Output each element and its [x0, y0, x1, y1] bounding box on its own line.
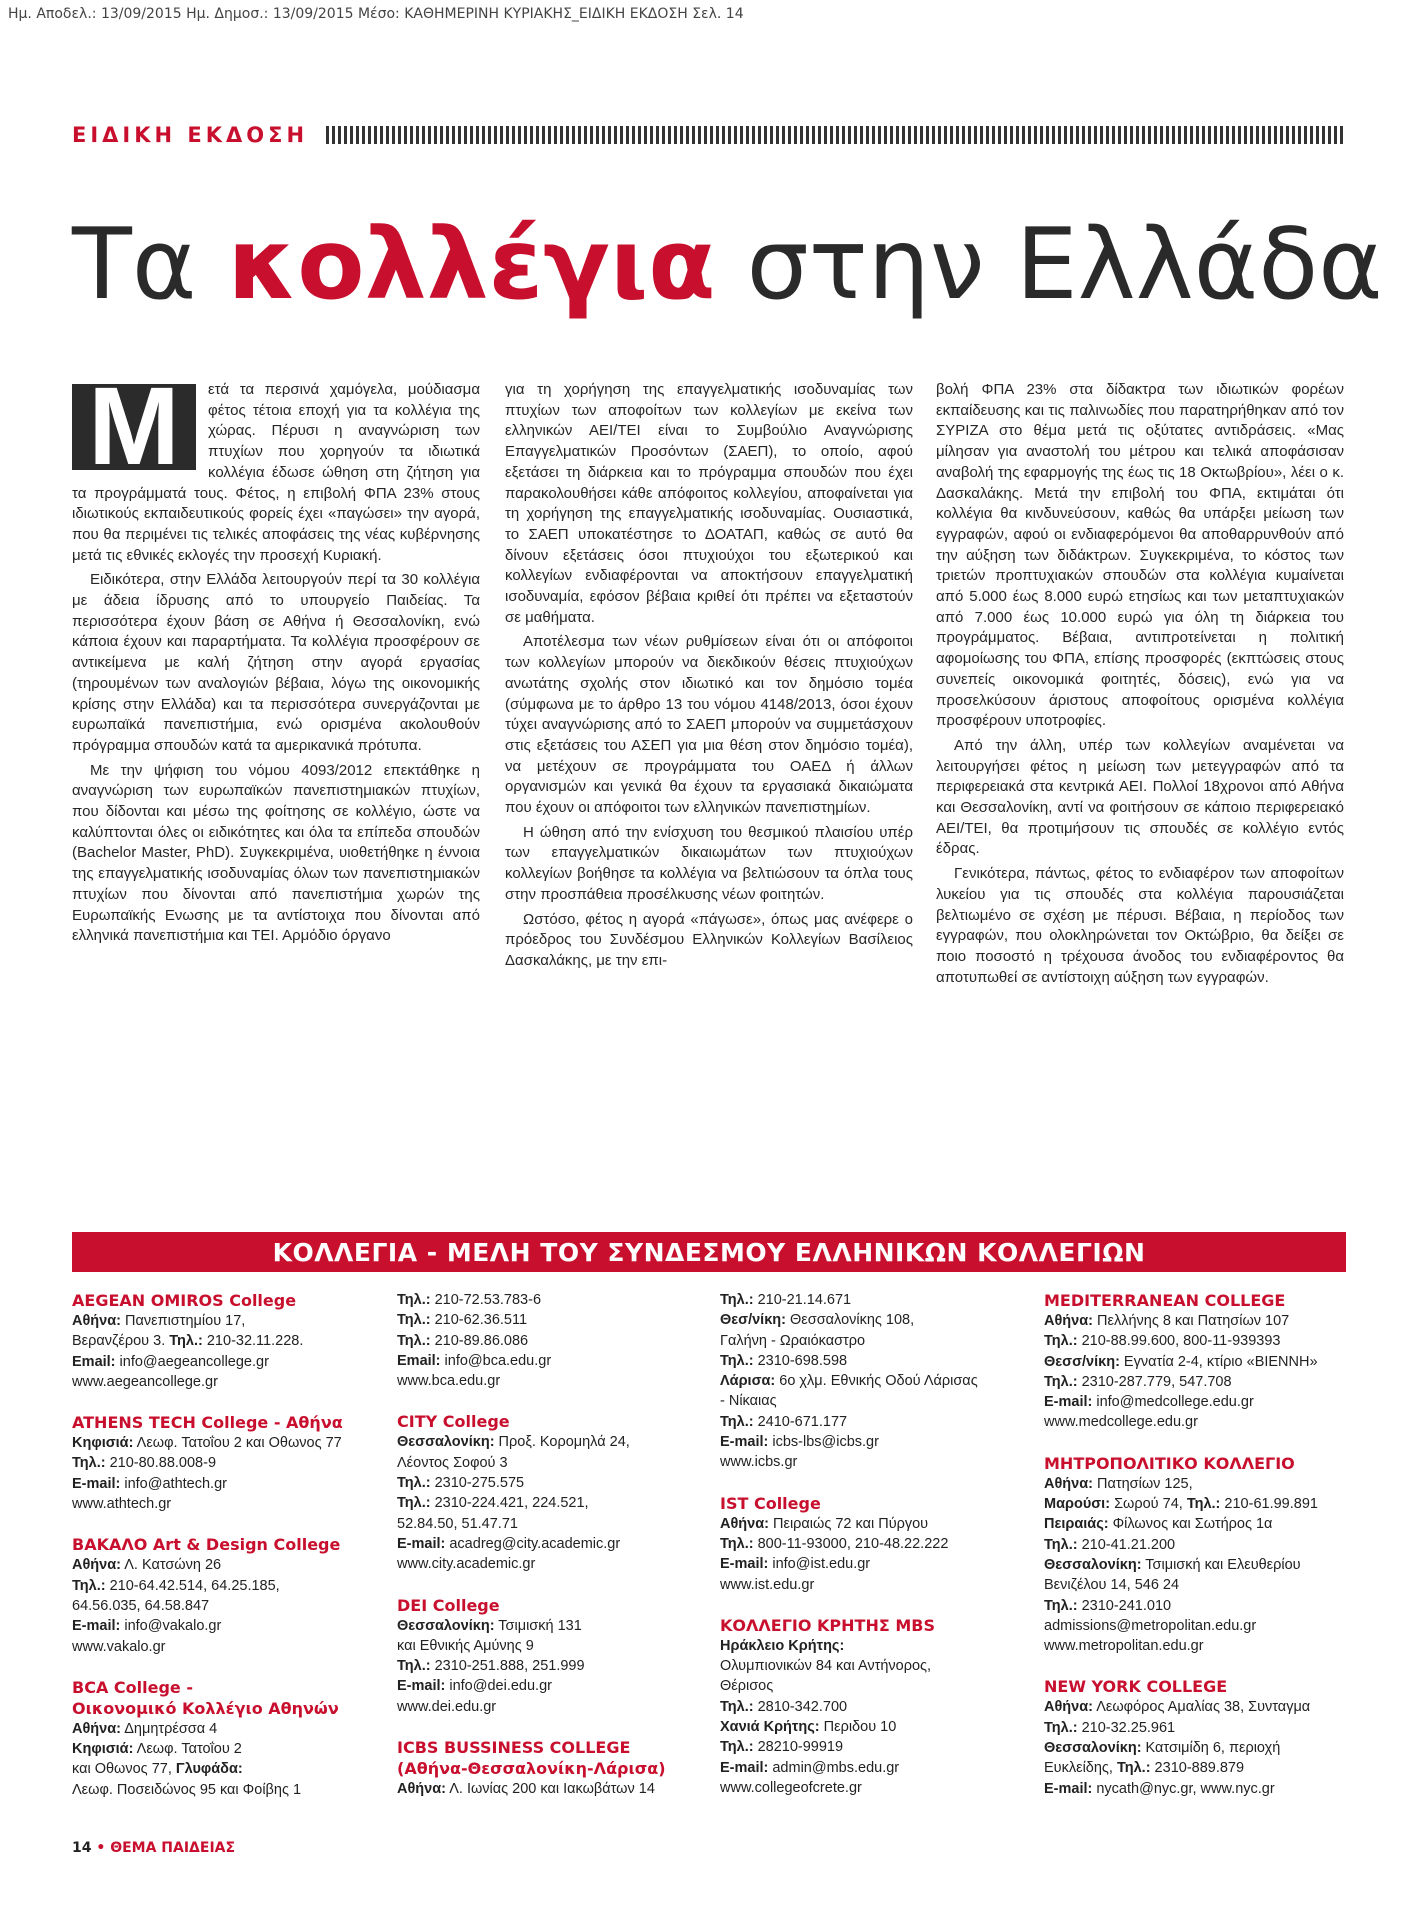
college-name: CITY College	[397, 1412, 510, 1432]
footer-separator: •	[91, 1840, 111, 1856]
article-paragraph: ετά τα περσινά χαμόγελα, μούδιασμα φέτος τέτοια εποχή για τα κολλέγια της χώρας. Πέρυσι η αναγνώριση των πτυχίων που χορηγούν τα ιδιωτικά κολλέγια έδωσε ώθηση στη ζήτηση για τα προγράμματά τους. Φέτος, η επιβολή ΦΠΑ 23% στους ιδιωτικούς εκπαιδευτικούς φορείς έχει «παγώσει» την αγορά, που θα περιμένει τις τελικές αποφάσεις της νέας κυβέρνησης μετά τις εθνικές εκλογές την προσεχή Κυριακή.	[72, 381, 480, 564]
contact-value: www.aegeancollege.gr	[72, 1373, 218, 1390]
article-paragraph: Η ώθηση από την ενίσχυση του θεσμικού πλαισίου υπέρ των επαγγελματικών δικαιωμάτων των πτυχιούχων κολλεγίων βοήθησε τα κολλέγια να βελτιώσουν τα όπλα τους στην προσπάθεια προσέλκυσης νέων φοιτητών.	[505, 823, 913, 903]
contact-line	[72, 1311, 372, 1331]
contact-label: E-mail:	[397, 1678, 446, 1695]
contact-inline	[169, 1333, 303, 1349]
contact-value: www.dei.edu.gr	[397, 1698, 497, 1715]
contact-value: acadreg@city.academic.gr	[445, 1535, 621, 1552]
contact-label: Τηλ.:	[397, 1292, 431, 1308]
contact-label: Τηλ.:	[72, 1455, 106, 1472]
contact-value: Τσιμισκή 131	[494, 1617, 582, 1634]
contact-value: 210-72.53.783-6	[430, 1292, 542, 1308]
article-paragraph: Από την άλλη, υπέρ των κολλεγίων αναμένεται να λειτουργήσει φέτος η μείωση των μετεγγραφών από τα περιφερειακά στα κεντρικά ΑΕΙ. Πολλοί 18χρονοι από Αθήνα και Θεσσαλονίκη, αντί να φοιτήσουν σε κάποιο περιφερειακό ΑΕΙ/ΤΕΙ, θα προτιμήσουν τις σπουδές σε κολλέγιο εντός έδρας.	[936, 736, 1344, 858]
contact-line	[1044, 1758, 1344, 1778]
contact-label: Τηλ.:	[1044, 1597, 1078, 1614]
contact-label: Χανιά Κρήτης:	[720, 1719, 820, 1736]
contact-line	[1044, 1575, 1344, 1595]
contact-value: Βενιζέλου 14, 546 24	[1044, 1577, 1180, 1594]
contact-label: Τηλ.:	[720, 1535, 754, 1552]
contact-value: Λεωφ. Τατοΐου 2	[133, 1741, 242, 1758]
contact-label: Τηλ.:	[720, 1413, 754, 1430]
contact-line	[72, 1433, 372, 1453]
college-entry	[72, 1534, 372, 1656]
contact-line	[397, 1534, 697, 1554]
contact-line	[397, 1493, 697, 1513]
contact-value: admissions@metropolitan.edu.gr	[1044, 1617, 1257, 1634]
contact-value: Βερανζέρου 3.	[72, 1333, 170, 1350]
contact-value: 2310-241.010	[1077, 1597, 1172, 1614]
college-entry	[397, 1595, 697, 1717]
contact-value: Λ. Κατσώνη 26	[120, 1557, 222, 1574]
college-name: DEI College	[397, 1595, 500, 1615]
contact-label: Μαρούσι:	[1044, 1496, 1111, 1513]
college-entry	[720, 1493, 1020, 1595]
contact-value: info@bca.edu.gr	[440, 1352, 552, 1369]
contact-line	[1044, 1535, 1344, 1555]
contact-value: 800-11-93000, 210-48.22.222	[753, 1535, 949, 1552]
contact-value: 2310-287.779, 547.708	[1077, 1373, 1232, 1390]
college-name: ΚΟΛΛΕΓΙΟ ΚΡΗΤΗΣ MBS	[720, 1615, 935, 1635]
contact-label: Τηλ.:	[397, 1312, 431, 1329]
contact-value: 2310-698.598	[753, 1352, 848, 1369]
page-number: 14	[72, 1840, 92, 1856]
contact-line	[397, 1616, 697, 1636]
contact-value: 210-64.42.514, 64.25.185,	[105, 1577, 280, 1594]
contact-line	[720, 1371, 1020, 1391]
contact-value: 2810-342.700	[753, 1698, 848, 1715]
contact-line	[1044, 1514, 1344, 1534]
contact-value: www.medcollege.edu.gr	[1044, 1414, 1198, 1431]
college-entry	[1044, 1453, 1344, 1657]
contact-label: Ηράκλειο Κρήτης:	[720, 1637, 845, 1654]
contact-value: Ευκλείδης,	[1044, 1760, 1117, 1777]
college-name: ΒΑΚΑΛΟ Art & Design College	[72, 1535, 341, 1555]
contact-value: Πανεπιστημίου 17,	[120, 1313, 246, 1329]
section-header	[72, 122, 1346, 148]
contact-line	[72, 1637, 372, 1657]
contact-value: Εγνατία 2-4, κτίριο «ΒΙΕΝΝΗ»	[1119, 1353, 1318, 1370]
contact-inline	[1117, 1760, 1244, 1776]
contact-line	[1044, 1392, 1344, 1412]
contact-value: 2410-671.177	[753, 1413, 848, 1430]
contact-line	[1044, 1718, 1344, 1738]
contact-value: Φίλωνος και Σωτήρος 1α	[1108, 1516, 1273, 1533]
contact-label: Τηλ.:	[397, 1658, 431, 1675]
section-decorative-bars	[326, 126, 1346, 144]
contact-line	[397, 1636, 697, 1656]
contact-line	[1044, 1616, 1344, 1636]
contact-line	[720, 1432, 1020, 1452]
contact-line	[397, 1432, 697, 1452]
contact-label: Τηλ.:	[169, 1333, 203, 1350]
contact-value: Τσιμισκή και Ελευθερίου	[1141, 1556, 1301, 1573]
contact-value: 210-80.88.008-9	[105, 1455, 217, 1472]
contact-label: Αθήνα:	[1044, 1475, 1093, 1492]
contact-line	[1044, 1555, 1344, 1575]
contact-label: Τηλ.:	[1044, 1373, 1078, 1390]
contact-line	[1044, 1779, 1344, 1799]
contact-label: Αθήνα:	[1044, 1699, 1093, 1716]
contact-label: Θεσ/νίκη:	[720, 1312, 786, 1329]
college-name-subtitle: (Αθήνα-Θεσσαλονίκη-Λάρισα)	[397, 1759, 666, 1779]
contact-line	[72, 1576, 372, 1596]
contact-line	[720, 1575, 1020, 1595]
contact-value: 210-21.14.671	[753, 1292, 852, 1308]
college-entry	[397, 1737, 697, 1799]
contact-line	[720, 1290, 1020, 1310]
college-entry	[397, 1290, 697, 1391]
contact-line	[720, 1331, 1020, 1351]
college-name: BCA College -	[72, 1677, 193, 1697]
contact-value: Κατσιμίδη 6, περιοχή	[1141, 1740, 1281, 1757]
contact-line	[72, 1352, 372, 1372]
contact-line	[1044, 1474, 1344, 1494]
contact-line	[720, 1310, 1020, 1330]
contact-line	[720, 1717, 1020, 1737]
contact-value: www.collegeofcrete.gr	[720, 1779, 862, 1796]
contact-value: και Εθνικής Αμύνης 9	[397, 1637, 534, 1654]
contact-value: Γαλήνη - Ωραιόκαστρο	[720, 1332, 866, 1349]
article-paragraph: Με την ψήφιση του νόμου 4093/2012 επεκτάθηκε η αναγνώριση των ευρωπαϊκών πανεπιστημιακών πτυχίων, που δίδονται και μέσω της φοίτησης σε κολλέγιο, ώστε να καλύπτονται όλες οι ειδικότητες και όλα τα επίπεδα σπουδών (Bachelor Master, PhD). Συγκεκριμένα, υιοθετήθηκε η έννοια της επαγγελματικής ισοδυναμίας όλων των πανεπιστημιακών πτυχίων που δίνονται από πανεπιστήμια χωρών της Ευρωπαϊκής Ενωσης με τα αντίστοιχα που δίνονται από ελληνικά πανεπιστήμια και ΤΕΙ. Αρμόδιο όργανο	[72, 761, 480, 945]
contact-line	[720, 1758, 1020, 1778]
contact-label: Τηλ.:	[720, 1352, 754, 1369]
contact-line	[1044, 1331, 1344, 1351]
contact-value: Λ. Ιωνίας 200 και Ιακωβάτων 14	[445, 1781, 655, 1798]
contact-value: admin@mbs.edu.gr	[768, 1759, 900, 1776]
article-paragraph: Ωστόσο, φέτος η αγορά «πάγωσε», όπως μας ανέφερε ο πρόεδρος του Συνδέσμου Ελληνικών Κολλεγίων Βασίλειος Δασκαλάκης, με την επι-	[505, 910, 913, 969]
contact-value: και Οθωνος 77,	[72, 1761, 176, 1778]
contact-line	[720, 1697, 1020, 1717]
contact-value: 28210-99919	[753, 1739, 844, 1756]
contact-value: info@vakalo.gr	[120, 1618, 222, 1635]
contact-line	[720, 1452, 1020, 1472]
contact-line	[1044, 1352, 1344, 1372]
contact-value: info@ist.edu.gr	[768, 1556, 871, 1573]
contact-value: 2310-251.888, 251.999	[430, 1658, 585, 1675]
contact-label: Αθήνα:	[397, 1781, 446, 1798]
contact-label: Τηλ.:	[720, 1739, 754, 1756]
contact-value: www.ist.edu.gr	[720, 1576, 815, 1593]
contact-label: Κηφισιά:	[72, 1741, 134, 1758]
college-name: ICBS BUSSINESS COLLEGE	[397, 1738, 631, 1758]
contact-line	[397, 1453, 697, 1473]
contact-value: Προξ. Κορομηλά 24,	[494, 1434, 630, 1451]
contact-label: Θεσσαλονίκη:	[1044, 1556, 1142, 1573]
contact-value: - Νίκαιας	[720, 1393, 777, 1410]
contact-value: Σωρού 74,	[1110, 1496, 1187, 1513]
headline-accent: κολλέγια	[227, 208, 716, 322]
contact-value: 210-61.99.891	[1220, 1496, 1318, 1513]
contact-label: Τηλ.:	[1116, 1760, 1151, 1777]
college-entry	[397, 1411, 697, 1574]
contact-label: Πειραιάς:	[1044, 1516, 1109, 1533]
college-name: ΜΗΤΡΟΠΟΛΙΤΙΚΟ ΚΟΛΛΕΓΙΟ	[1044, 1453, 1295, 1473]
contact-value: Θεσσαλονίκης 108,	[785, 1312, 915, 1329]
contact-line	[720, 1554, 1020, 1574]
contact-label: Αθήνα:	[1044, 1313, 1093, 1329]
article-paragraph: Γενικότερα, πάντως, φέτος το ενδιαφέρον των αποφοίτων λυκείου για τις σπουδές στα κολλέγια παρουσιάζεται βελτιωμένο σε σχέση με πέρυσι. Βέβαια, η περίοδος των εγγραφών, που ολοκληρώνεται τον Οκτώβριο, θα δείξει σε ποιο ποσοστό η τρέχουσα άνοδος του ενδιαφέροντος θα αποτυπωθεί σε αντίστοιχη αύξηση των εγγραφών.	[936, 865, 1344, 986]
contact-line	[397, 1697, 697, 1717]
contact-label: E-mail:	[72, 1475, 121, 1492]
contact-label: Τηλ.:	[72, 1577, 106, 1594]
directory-column-4	[1044, 1290, 1344, 1819]
contact-value: info@medcollege.edu.gr	[1092, 1394, 1254, 1411]
contact-label: Τηλ.:	[720, 1292, 754, 1308]
college-name: AEGEAN OMIROS College	[72, 1291, 297, 1310]
contact-line	[72, 1759, 372, 1779]
contact-value: nycath@nyc.gr, www.nyc.gr	[1092, 1780, 1275, 1797]
contact-line	[1044, 1697, 1344, 1717]
article-paragraph: βολή ΦΠΑ 23% στα δίδακτρα των ιδιωτικών φορέων εκπαίδευσης και τις παλινωδίες που παρατηρήθηκαν από τον ΣΥΡΙΖΑ στο θέμα μετά τις οξύτατες αντιδράσεις. «Μας μίλησαν για αναστολή του μέτρου και τελικά αποφάσισαν αναβολή της εφαρμογής της έως τις 18 Οκτωβρίου», λέει ο κ. Δασκαλάκης. Μετά την επιβολή του ΦΠΑ, εκτιμάται ότι κολλέγια θα κινδυνεύσουν, καθώς θα υπάρξει μείωση των εγγραφών, αφού οι ενδιαφερόμενοι θα αποθαρρυνθούν από την αύξηση των διδάκτρων. Συγκεκριμένα, το κόστος των τριετών προπτυχιακών σπουδών στα κολλέγια κυμαίνεται από 5.000 έως 8.000 ευρώ ετησίως και των μεταπτυχιακών από 7.000 έως 10.000 ευρώ για όλη τη διάρκεια του προγράμματος. Βέβαια, αντιπροτείνεται η πολιτική αφομοίωσης του ΦΠΑ, επίσης προσφορές (εκπτώσεις στους συνεπείς οικονομικά φοιτητές, δόσεις), ενώ για να προσελκύσουν άριστους αποφοίτους ορισμένα κολλέγια προσφέρουν υποτροφίες.	[936, 381, 1344, 730]
contact-line	[72, 1739, 372, 1759]
college-entry	[72, 1677, 372, 1800]
contact-line	[72, 1372, 372, 1392]
contact-value: Πειραιώς 72 και Πύργου	[768, 1515, 929, 1532]
contact-label: Τηλ.:	[397, 1332, 431, 1349]
contact-line	[1044, 1738, 1344, 1758]
contact-label: Τηλ.:	[1186, 1496, 1221, 1513]
drop-cap: Μ	[72, 384, 196, 470]
contact-line	[72, 1331, 372, 1351]
contact-label: Αθήνα:	[72, 1557, 121, 1574]
contact-value: 210-41.21.200	[1077, 1536, 1176, 1553]
contact-line	[720, 1412, 1020, 1432]
contact-line	[720, 1514, 1020, 1534]
contact-label: Αθήνα:	[72, 1720, 121, 1737]
contact-value: Θέρισος	[720, 1678, 774, 1695]
college-name: NEW YORK COLLEGE	[1044, 1677, 1228, 1697]
clipping-meta-line: Ημ. Αποδελ.: 13/09/2015 Ημ. Δημοσ.: 13/09/2015 Μέσο: ΚΑΘΗΜΕΡΙΝΗ ΚΥΡΙΑΚΗΣ_ΕΙΔΙΚΗ ΕΚΔΟΣΗ Σελ. 14	[8, 6, 744, 22]
contact-label: Τηλ.:	[397, 1475, 431, 1492]
contact-line	[1044, 1636, 1344, 1656]
college-name: ATHENS TECH College - Αθήνα	[72, 1413, 343, 1433]
contact-label: E-mail:	[720, 1556, 769, 1573]
contact-label: Θεσσαλονίκη:	[397, 1434, 495, 1451]
contact-line	[720, 1351, 1020, 1371]
contact-line	[397, 1676, 697, 1696]
headline-pre: Τα	[72, 208, 228, 322]
contact-line	[1044, 1372, 1344, 1392]
contact-value: www.city.academic.gr	[397, 1556, 536, 1573]
contact-value: icbs-lbs@icbs.gr	[768, 1434, 879, 1451]
contact-label: E-mail:	[1044, 1394, 1093, 1411]
contact-label: Τηλ.:	[1044, 1536, 1078, 1553]
contact-value: www.vakalo.gr	[72, 1638, 166, 1655]
contact-line	[397, 1351, 697, 1371]
contact-value: info@aegeancollege.gr	[115, 1353, 269, 1370]
directory-column-2	[397, 1290, 697, 1819]
contact-line	[397, 1473, 697, 1493]
contact-line	[397, 1779, 697, 1799]
college-entry	[1044, 1676, 1344, 1798]
contact-line	[397, 1656, 697, 1676]
article-headline	[72, 205, 1383, 325]
directory-column-1	[72, 1290, 372, 1820]
contact-value: 210-89.86.086	[430, 1332, 529, 1349]
article-column-2	[505, 380, 913, 976]
contact-line	[720, 1676, 1020, 1696]
contact-line	[720, 1778, 1020, 1798]
college-entry	[720, 1615, 1020, 1798]
college-name: IST College	[720, 1493, 821, 1513]
contact-line	[720, 1636, 1020, 1656]
contact-label: Αθήνα:	[720, 1515, 769, 1532]
contact-value: www.bca.edu.gr	[397, 1373, 501, 1390]
college-name: MEDITERRANEAN COLLEGE	[1044, 1291, 1286, 1310]
college-entry	[72, 1290, 372, 1392]
contact-line	[720, 1534, 1020, 1554]
contact-line	[720, 1391, 1020, 1411]
contact-label: E-mail:	[1044, 1780, 1093, 1797]
contact-label: Τηλ.:	[720, 1698, 754, 1715]
contact-label: E-mail:	[397, 1535, 446, 1552]
article-column-1	[72, 380, 480, 951]
contact-value: www.icbs.gr	[720, 1454, 798, 1471]
contact-line	[1044, 1311, 1344, 1331]
contact-label: Τηλ.:	[1044, 1719, 1078, 1736]
contact-label: Γλυφάδα:	[175, 1761, 243, 1778]
contact-line	[72, 1555, 372, 1575]
contact-value: Δημητρέσσα 4	[120, 1720, 218, 1737]
directory-banner: ΚΟΛΛΕΓΙΑ - ΜΕΛΗ ΤΟΥ ΣΥΝΔΕΣΜΟΥ ΕΛΛΗΝΙΚΩΝ ΚΟΛΛΕΓΙΩΝ	[72, 1232, 1346, 1272]
contact-inline	[1187, 1496, 1318, 1512]
contact-value: Λεωφόρος Αμαλίας 38, Συνταγμα	[1092, 1699, 1311, 1716]
contact-value: info@dei.edu.gr	[445, 1678, 552, 1695]
contact-label: Θεσσαλονίκη:	[397, 1617, 495, 1634]
contact-label: E-mail:	[720, 1759, 769, 1776]
college-entry	[72, 1412, 372, 1514]
contact-line	[1044, 1596, 1344, 1616]
page-footer	[72, 1840, 235, 1856]
contact-line	[720, 1737, 1020, 1757]
contact-line	[397, 1331, 697, 1351]
contact-value: info@athtech.gr	[120, 1475, 227, 1492]
contact-value: www.metropolitan.edu.gr	[1044, 1638, 1204, 1655]
contact-value: Λεωφ. Ποσειδώνος 95 και Φοίβης 1	[72, 1781, 302, 1798]
contact-value: 210-32.11.228.	[202, 1333, 304, 1350]
contact-value: Ολυμπιονικών 84 και Αντήνορος,	[720, 1658, 932, 1675]
contact-line	[720, 1656, 1020, 1676]
contact-value: Λέοντος Σοφού 3	[397, 1454, 508, 1471]
contact-line	[397, 1514, 697, 1534]
contact-line	[72, 1780, 372, 1800]
contact-line	[397, 1290, 697, 1310]
contact-line	[397, 1554, 697, 1574]
college-entry	[1044, 1290, 1344, 1433]
section-label: ΕΙΔΙΚΗ ΕΚΔΟΣΗ	[72, 123, 309, 147]
contact-label: Θεσσαλονίκη:	[1044, 1740, 1142, 1757]
contact-label: Email:	[72, 1353, 116, 1370]
contact-value: 2310-224.421, 224.521,	[430, 1495, 589, 1512]
contact-line	[397, 1371, 697, 1391]
magazine-name: ΘΕΜΑ ΠΑΙΔΕΙΑΣ	[110, 1840, 236, 1856]
contact-label: E-mail:	[72, 1618, 121, 1635]
article-paragraph: για τη χορήγηση της επαγγελματικής ισοδυναμίας των πτυχίων των αποφοίτων των κολλεγίων με εκείνα των ελληνικών ΑΕΙ/ΤΕΙ είναι το Συμβούλιο Αναγνώρισης Επαγγελματικών Προσόντων (ΣΑΕΠ), το οποίο, αφού εξετάσει τη διάρκεια και το πρόγραμμα σπουδών που έχει παρακολουθήσει κάθε απόφοιτος κολλεγίου, αποφαίνεται για τη χορήγηση της επαγγελματικής ισοδυναμίας. Ουσιαστικά, το ΣΑΕΠ υποκατέστησε το ΔΟΑΤΑΠ, καθώς σε αυτό θα δίνουν εξετάσεις όσοι πτυχιούχοι του εξωτερικού και κολλεγίων ενδιαφέρονται να αποκτήσουν επαγγελματική ισοδυναμία, εφόσον βέβαια κριθεί ότι πρέπει να εξεταστούν σε μαθήματα.	[505, 381, 913, 626]
contact-label: Τηλ.:	[1044, 1333, 1078, 1350]
directory-column-3	[720, 1290, 1020, 1818]
contact-label: Αθήνα:	[72, 1313, 121, 1329]
contact-label: Λάρισα:	[720, 1373, 776, 1390]
contact-value: 2310-889.879	[1150, 1760, 1245, 1777]
contact-line	[72, 1494, 372, 1514]
contact-line	[397, 1310, 697, 1330]
contact-label: Θεσσ/νίκη:	[1044, 1353, 1120, 1370]
contact-label: Τηλ.:	[397, 1495, 431, 1512]
contact-line	[72, 1474, 372, 1494]
headline-post: στην Ελλάδα	[715, 208, 1383, 322]
contact-label: E-mail:	[720, 1434, 769, 1451]
contact-inline	[176, 1761, 243, 1777]
contact-value: Πατησίων 125,	[1092, 1475, 1193, 1492]
contact-line	[72, 1453, 372, 1473]
college-entry	[720, 1290, 1020, 1473]
contact-line	[1044, 1494, 1344, 1514]
contact-label: Κηφισιά:	[72, 1435, 134, 1452]
contact-line	[72, 1596, 372, 1616]
contact-value: 2310-275.575	[430, 1475, 525, 1492]
contact-value: 64.56.035, 64.58.847	[72, 1597, 210, 1614]
contact-line	[72, 1719, 372, 1739]
article-paragraph: Αποτέλεσμα των νέων ρυθμίσεων είναι ότι οι απόφοιτοι των κολλεγίων μπορούν να διεκδικούν θέσεις πτυχιούχων ανωτάτης σχολής στον ιδιωτικό και τον δημόσιο τομέα (σύμφωνα με το άρθρο 13 του νόμου 4148/2013, όσοι έχουν τύχει αναγνώρισης από το ΣΑΕΠ μπορούν να συμμετάσχουν στις εξετάσεις του ΑΣΕΠ για μια θέση στον δημόσιο τομέα), να μετέχουν σε προγράμματα του ΟΑΕΔ ή άλλων οργανισμών και γενικά θα έχουν τα εργασιακά δικαιώματα που έχουν οι απόφοιτοι των ελληνικών πανεπιστημίων.	[505, 633, 913, 817]
contact-value: www.athtech.gr	[72, 1496, 172, 1513]
contact-line	[72, 1616, 372, 1636]
article-column-3	[936, 380, 1344, 992]
contact-value: Πελλήνης 8 και Πατησίων 107	[1092, 1313, 1290, 1329]
contact-value: Περιδου 10	[819, 1719, 897, 1736]
contact-value: 210-32.25.961	[1077, 1719, 1176, 1736]
college-name-subtitle: Οικονομικό Κολλέγιο Αθηνών	[72, 1698, 339, 1718]
contact-value: 210-62.36.511	[430, 1312, 528, 1329]
contact-value: 210-88.99.600, 800-11-939393	[1077, 1333, 1281, 1350]
contact-value: 52.84.50, 51.47.71	[397, 1515, 518, 1532]
contact-value: Λεωφ. Τατοΐου 2 και Οθωνος 77	[133, 1435, 342, 1452]
contact-value: 6ο χλμ. Εθνικής Οδού Λάρισας	[775, 1373, 978, 1390]
contact-label: Email:	[397, 1352, 441, 1369]
article-paragraph: Ειδικότερα, στην Ελλάδα λειτουργούν περί τα 30 κολλέγια με άδεια ίδρυσης από το υπουργείο Παιδείας. Τα περισσότερα έχουν βάση σε Αθήνα ή Θεσσαλονίκη, ενώ κάποια έχουν και παραρτήματα. Τα κολλέγια προσφέρουν σε αντικείμενα με καλή ζήτηση στην αγορά εργασίας (τηρουμένων των αναλογιών βέβαια, λόγω της οικονομικής κρίσης στην Ελλάδα) και τα περισσότερα συνεργάζονται με ευρωπαϊκά πανεπιστήμια, ενώ ορισμένα ακολουθούν πρόγραμμα σπουδών κατά τα αμερικανικά πρότυπα.	[72, 571, 480, 754]
contact-line	[1044, 1412, 1344, 1432]
